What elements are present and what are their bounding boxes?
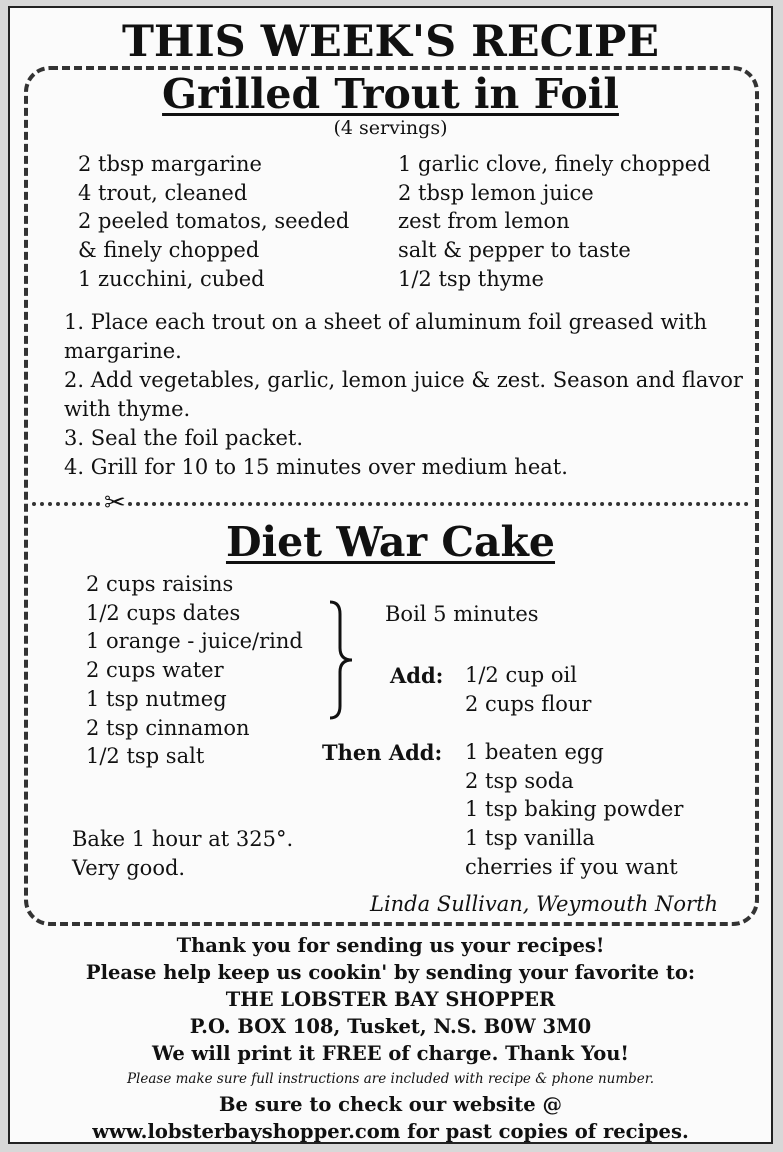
step-item: 4. Grill for 10 to 15 minutes over medium heat.: [64, 455, 568, 479]
ingredient-item: 1/2 cups dates: [86, 600, 241, 625]
recipe-1-title: [10, 70, 771, 118]
footer-line: P.O. BOX 108, Tusket, N.S. B0W 3M0: [189, 1015, 592, 1038]
ingredient-item: 2 tbsp lemon juice: [398, 180, 594, 205]
ingredient-item: 1 tsp baking powder: [465, 797, 684, 822]
ingredient-item: 2 cups raisins: [86, 572, 234, 596]
ingredient-item: 2 tsp cinnamon: [86, 715, 250, 740]
then-add-items: [465, 738, 683, 882]
step-item: 2. Add vegetables, garlic, lemon juice & zest. Season and flavor with thyme.: [64, 368, 743, 421]
footer-website-url: www.lobsterbayshopper.com for past copies of recipes.: [92, 1120, 689, 1143]
ingredient-item: salt & pepper to taste: [398, 238, 631, 263]
ingredient-item: 1 orange - juice/rind: [86, 629, 303, 654]
scissors-icon: ✂: [104, 488, 126, 518]
curly-brace-icon: [328, 600, 354, 720]
ingredient-item: 4 trout, cleaned: [78, 180, 248, 205]
add-label: Add:: [390, 663, 444, 688]
ingredient-item: 1 garlic clove, finely chopped: [398, 152, 711, 176]
then-add-label: Then Add:: [322, 740, 443, 765]
ingredient-item: 1/2 tsp salt: [86, 744, 205, 769]
recipe-1-ingredients-right: [398, 150, 711, 294]
ingredient-item: 1 beaten egg: [465, 740, 604, 764]
ingredient-item: zest from lemon: [398, 209, 570, 234]
bake-instruction: Bake 1 hour at 325°.: [72, 827, 294, 851]
footer: [10, 932, 771, 1145]
page-title: THIS WEEK'S RECIPE: [121, 17, 660, 67]
step-item: 1. Place each trout on a sheet of aluminum foil greased with margarine.: [64, 310, 707, 363]
recipe-1-steps: [64, 308, 744, 482]
recipe-1-ingredients-left: [78, 150, 349, 294]
ingredient-item: 2 tbsp margarine: [78, 152, 262, 176]
ingredient-item: 2 cups water: [86, 658, 224, 683]
boil-instruction: Boil 5 minutes: [385, 602, 539, 626]
ingredient-item: 2 peeled tomatos, seeded: [78, 209, 350, 234]
ingredient-item: 1 tsp vanilla: [465, 826, 595, 851]
footer-line: We will print it FREE of charge. Thank You!: [152, 1042, 629, 1065]
ingredient-item: 1/2 cup oil: [465, 663, 577, 687]
recipe-2-title: [10, 518, 771, 566]
recipe-author: Linda Sullivan, Weymouth North: [370, 892, 719, 916]
cut-line-divider: [32, 502, 749, 506]
bake-note: Very good.: [72, 856, 186, 880]
step-item: 3. Seal the foil packet.: [64, 426, 304, 450]
ingredient-item: cherries if you want: [465, 854, 678, 879]
ingredient-item: 2 cups flour: [465, 691, 592, 716]
ingredient-item: 1/2 tsp thyme: [398, 266, 544, 291]
ingredient-item: & finely chopped: [78, 238, 260, 263]
ingredient-item: 1 zucchini, cubed: [78, 266, 265, 291]
add-items: [465, 661, 591, 718]
recipe-1-title-text: Grilled Trout in Foil: [162, 70, 619, 118]
footer-line: THE LOBSTER BAY SHOPPER: [225, 988, 556, 1011]
recipe-1-servings: (4 servings): [333, 117, 448, 139]
footer-note: Please make sure full instructions are included with recipe & phone number.: [126, 1071, 655, 1087]
footer-line: Thank you for sending us your recipes!: [176, 934, 605, 957]
footer-line: Please help keep us cookin' by sending your favorite to:: [85, 961, 696, 984]
recipe-2-ingredients: [86, 570, 303, 771]
ingredient-item: 1 tsp nutmeg: [86, 686, 227, 711]
footer-website-line: Be sure to check our website @: [219, 1093, 562, 1116]
ingredient-item: 2 tsp soda: [465, 768, 574, 793]
recipe-page: [8, 6, 773, 1144]
recipe-2-title-text: Diet War Cake: [225, 518, 556, 566]
